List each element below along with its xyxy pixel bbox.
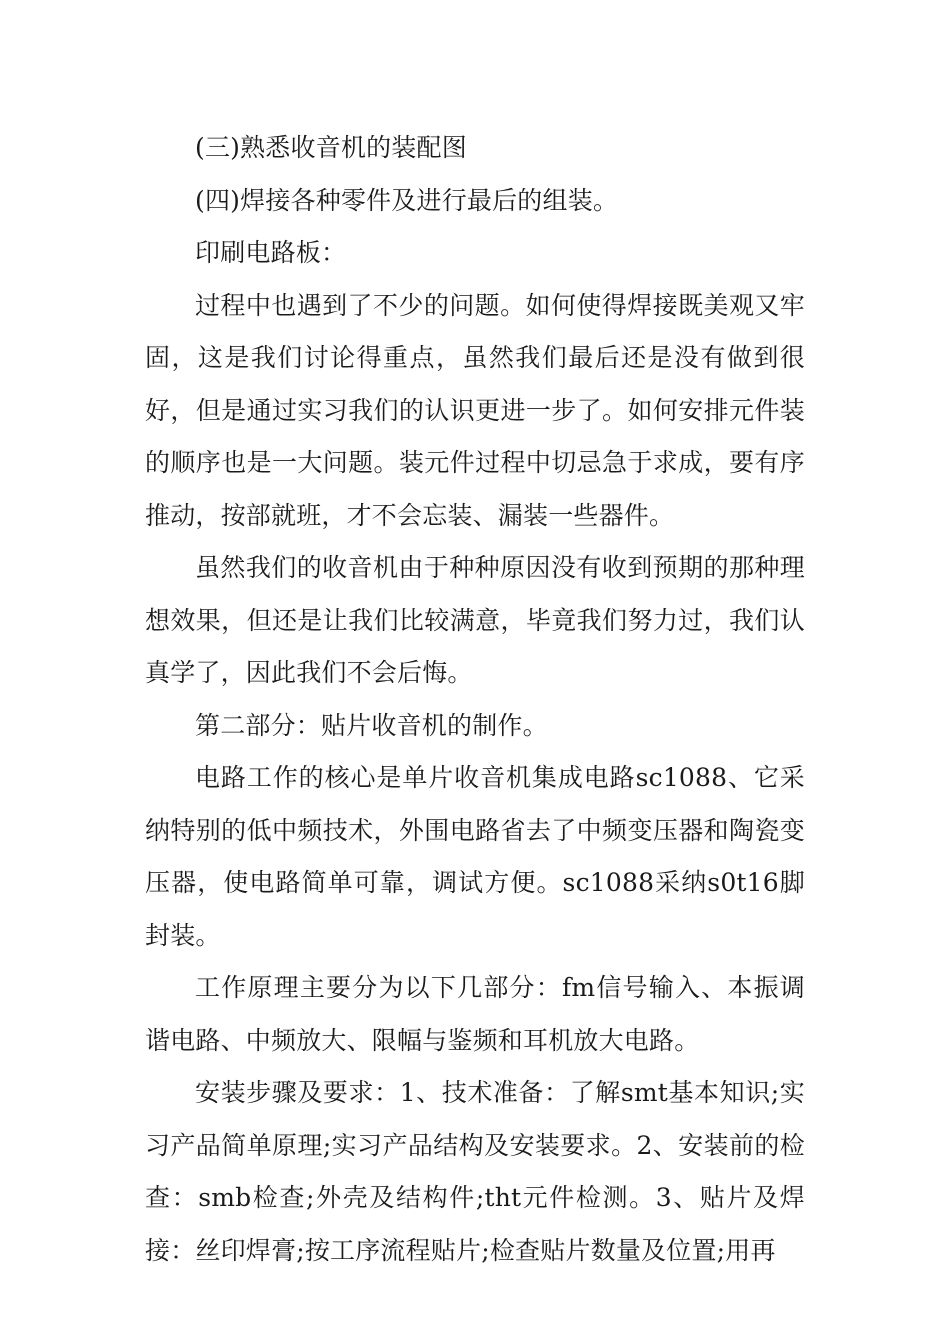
body-text: [145, 122, 805, 1277]
paragraph-step-three: (三)熟悉收音机的装配图: [195, 133, 467, 162]
paragraph-part-two-heading: 第二部分：贴片收音机的制作。: [195, 710, 548, 740]
paragraph-problems: 过程中也遇到了不少的问题。如何使得焊接既美观又牢固，这是我们讨论得重点，虽然我们最后还是没有做到很好，但是通过实习我们的认识更进一步了。如何安排元件装的顺序也是一大问题。装元件过程中切忌急于求成，要有序推动，按部就班，才不会忘装、漏装一些器件。: [145, 290, 805, 530]
paragraph-step-four: (四)焊接各种零件及进行最后的组装。: [195, 185, 619, 215]
paragraph-result: 虽然我们的收音机由于种种原因没有收到预期的那种理想效果，但还是让我们比较满意，毕竟我们努力过，我们认真学了，因此我们不会后悔。: [145, 553, 805, 687]
paragraph-install-steps: 安装步骤及要求：1、技术准备：了解smt基本知识;实习产品简单原理;实习产品结构及安装要求。2、安装前的检查：smb检查;外壳及结构件;tht元件检测。3、贴片及焊接：丝印焊膏;按工序流程贴片;检查贴片数量及位置;用再: [145, 1078, 805, 1265]
paragraph-circuit-board: 印刷电路板：: [195, 238, 347, 267]
paragraph-circuit-core: 电路工作的核心是单片收音机集成电路sc1088、它采纳特别的低中频技术，外围电路省去了中频变压器和陶瓷变压器，使电路简单可靠，调试方便。sc1088采纳s0t16脚封装。: [145, 763, 805, 950]
paragraph-working-principle: 工作原理主要分为以下几部分：fm信号输入、本振调谐电路、中频放大、限幅与鉴频和耳机放大电路。: [145, 973, 805, 1055]
